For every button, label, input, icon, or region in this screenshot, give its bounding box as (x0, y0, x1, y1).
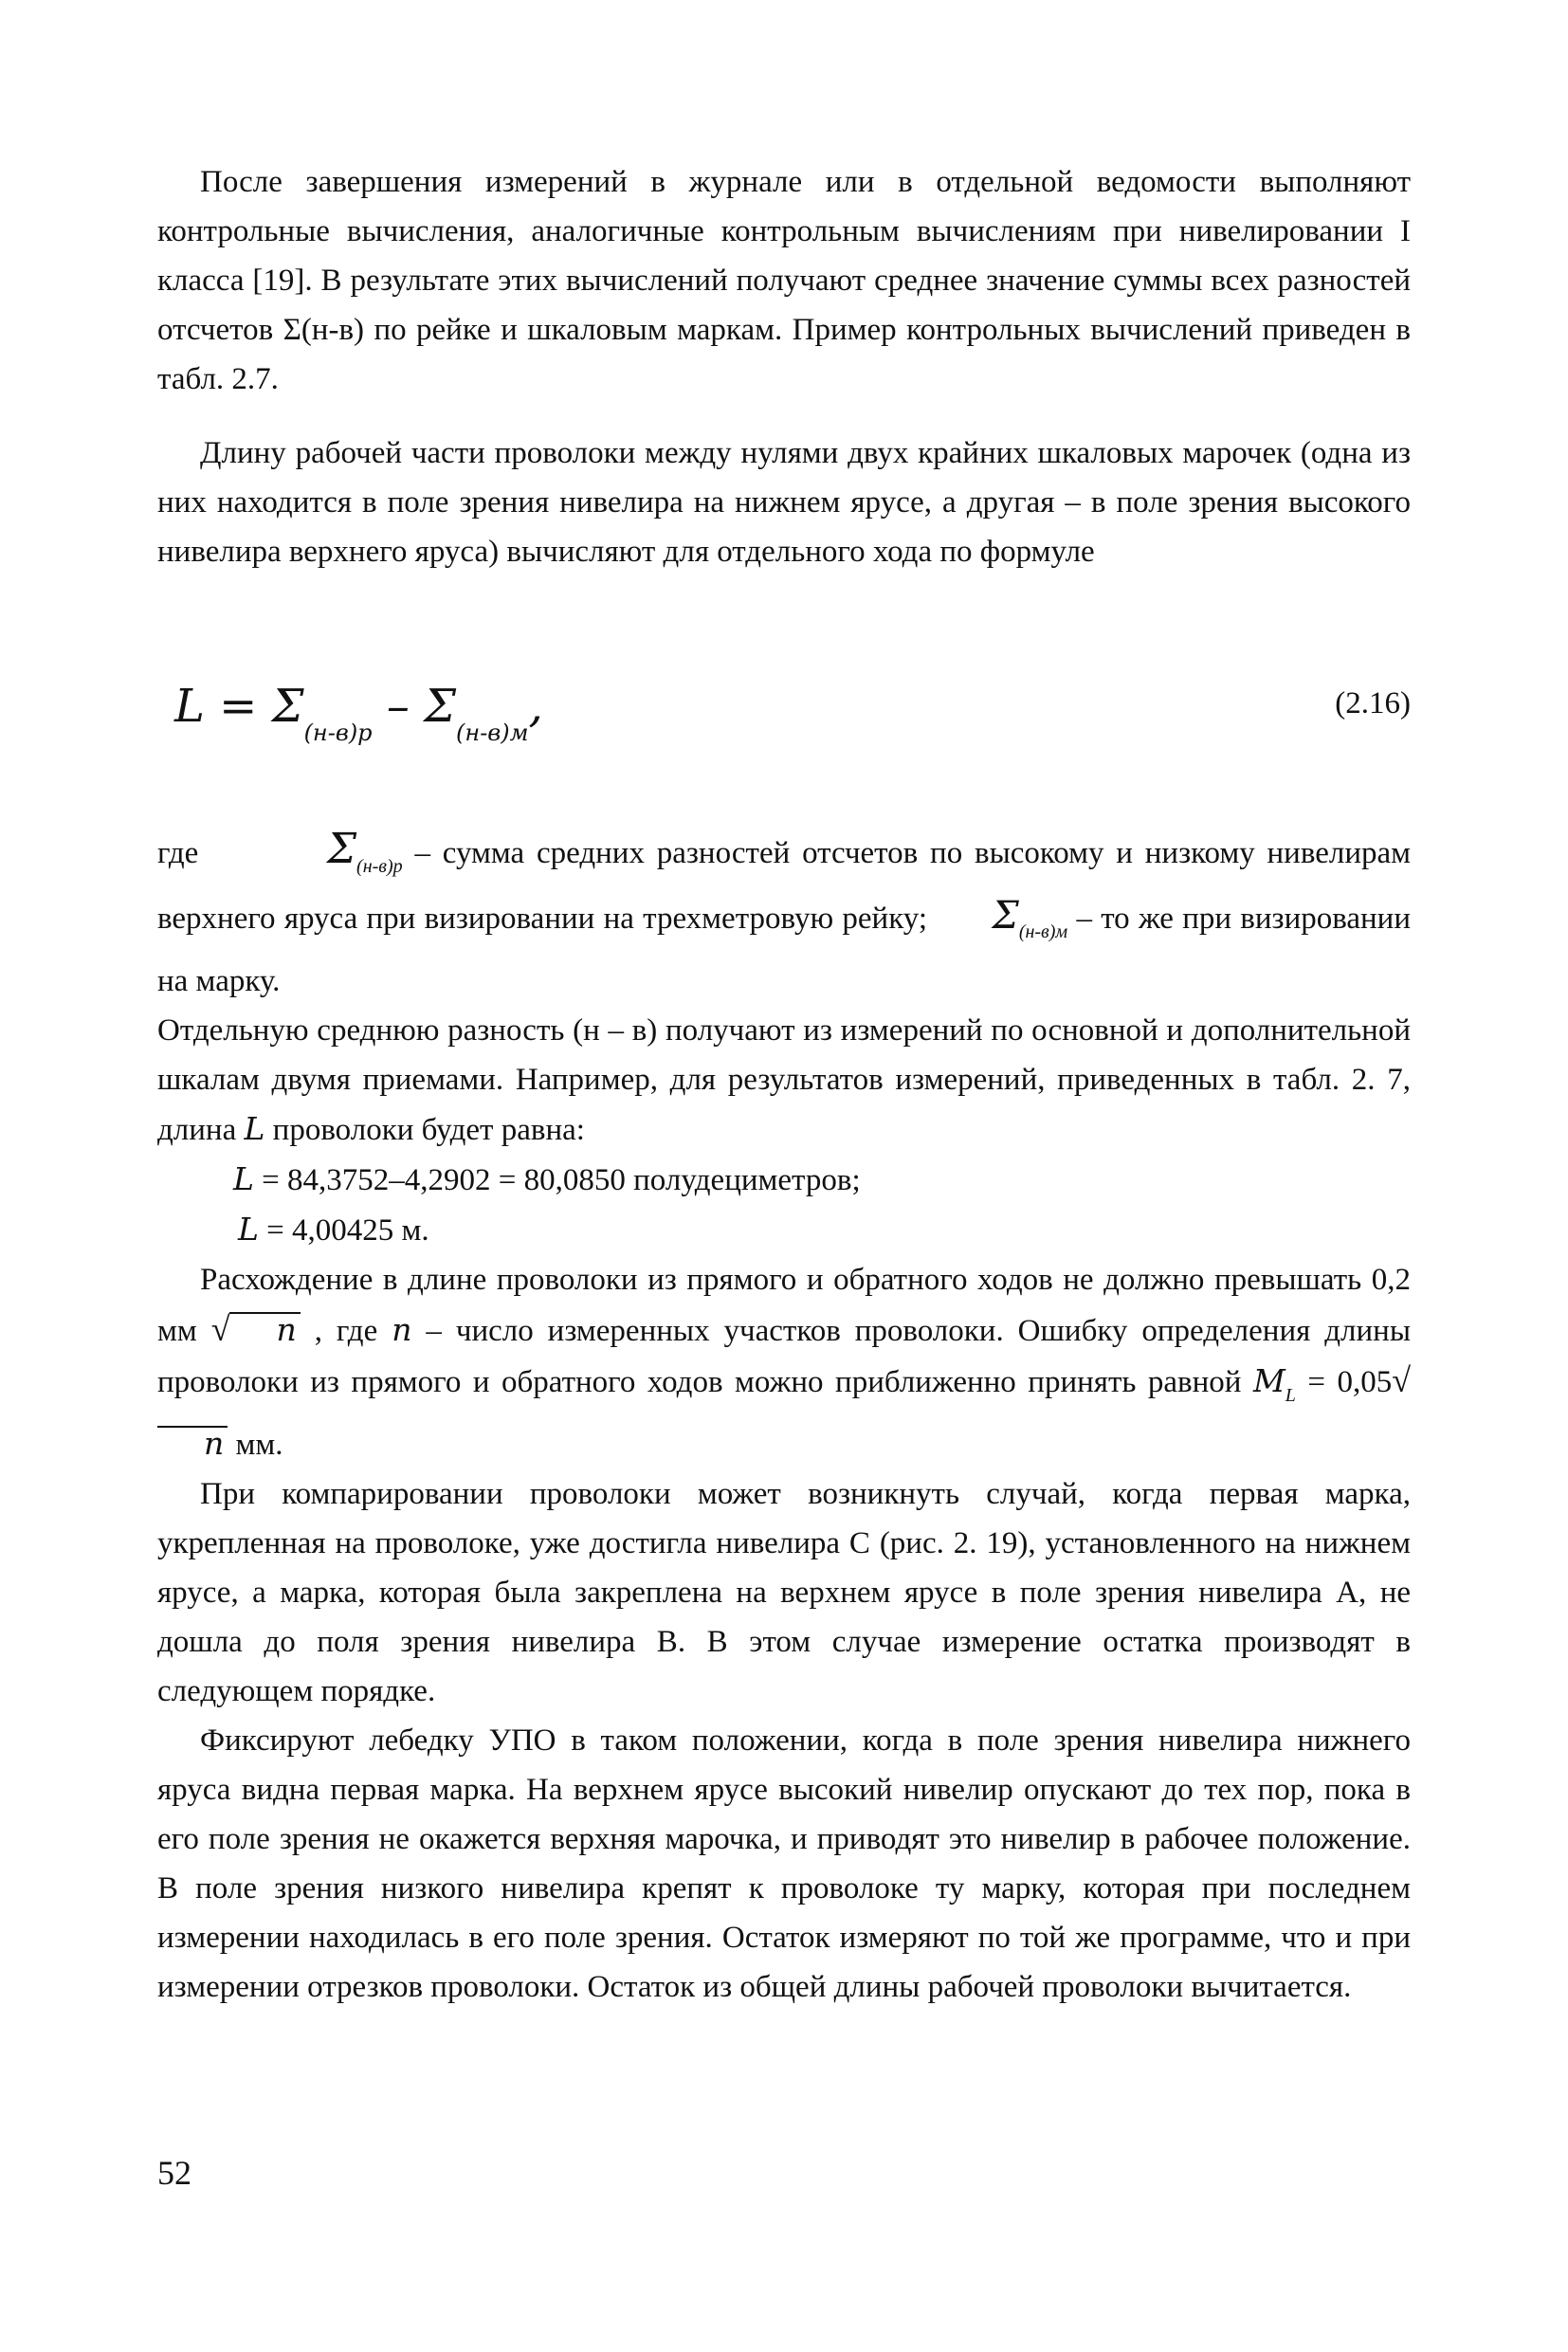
where-sub1: (н-в)р (356, 856, 403, 877)
p4-m-sub: L (1285, 1385, 1296, 1406)
p4-text4: = 0,05 (1307, 1365, 1393, 1399)
formula-2-16 (157, 664, 1411, 777)
paragraph-1-block (157, 157, 1411, 404)
eq1-lhs: L (233, 1160, 254, 1197)
formula-comma: , (528, 680, 543, 733)
paragraph-5: При компарировании проволоки может возникнуть случай, когда первая марка, укрепленная на проволоке, уже достигла нивелира C (рис. 2. 19), установленного на нижнем ярусе, а марка, которая была закреплена на верхнем ярусе в поле зрения нивелира A, не дошла до поля зрения нивелира B. В этом случае измерение остатка производят в следующем порядке. (157, 1477, 1411, 1708)
where-sub2: (н-в)м (1018, 921, 1068, 942)
formula-expression (174, 673, 543, 766)
p4-n-symbol: n (392, 1311, 412, 1348)
formula-minus: – (386, 680, 410, 733)
where-block (157, 825, 1411, 2012)
p4-sqrt2: n (157, 1426, 228, 1460)
where-sym2: Σ (992, 894, 1019, 938)
p4-text2: , где (314, 1314, 378, 1348)
equation-2 (157, 1205, 1411, 1255)
where-word: где (157, 836, 199, 870)
paragraph-2: Длину рабочей части проволоки между нулями двух крайних шкаловых марочек (одна из них находится в поле зрения нивелира на нижнем ярусе, а другая – в поле зрения высокого нивелира верхнего яруса) вычисляют для отдельного хода по формуле (157, 436, 1411, 569)
eq1-rhs: = 84,3752–4,2902 = 80,0850 полудециметров; (262, 1163, 861, 1197)
formula-sum1: Σ (271, 680, 304, 733)
formula-sub2: (н-в)м (456, 720, 529, 746)
p3-symbol-L: L (244, 1110, 265, 1147)
page-number: 52 (157, 2154, 191, 2192)
eq2-rhs: = 4,00425 м. (266, 1213, 429, 1248)
formula-number: (2.16) (1335, 686, 1411, 720)
where-desc2: – то же при визировании на марку. (157, 902, 1412, 998)
sqrt-icon: √ (210, 1310, 230, 1348)
paragraph-2-block (157, 428, 1411, 576)
paragraph-3 (157, 1006, 1411, 1155)
paragraph-6: Фиксируют лебедку УПО в таком положении, когда в поле зрения нивелира нижнего яруса видна первая марка. На верхнем ярусе высокий нивелир опускают до тех пор, пока в его поле зрения не окажется верхняя марочка, и приводят это нивелир в рабочее положение. В поле зрения низкого нивелира крепят к проволоке ту марку, которая при последнем измерении находилась в его поле зрения. Остаток измеряют по той же программе, что и при измерении отрезков проволоки. Остаток из общей длины рабочей проволоки вычитается. (157, 1723, 1411, 2004)
p4-text3: – число измеренных участков проволоки. Ошибку определения длины проволоки из прямого и обратного ходов можно приближенно принять равной (157, 1314, 1411, 1399)
where-sym1: Σ (326, 825, 357, 873)
sqrt-icon: √ (1392, 1361, 1412, 1399)
eq2-lhs: L (238, 1211, 259, 1248)
formula-sum2: Σ (424, 680, 457, 733)
p3-text1: Отдельную среднюю разность (н – в) получают из измерений по основной и дополнительной шкалам двумя приемами. Например, для результатов измерений, приведенных в табл. 2. 7, длина (157, 1013, 1411, 1147)
paragraph-4 (157, 1255, 1411, 1469)
where-desc1: – сумма средних разностей отсчетов по высокому и низкому нивелирам верхнего яруса при визировании на трехметровую рейку; (157, 836, 1412, 936)
p4-text5: мм. (235, 1428, 283, 1462)
formula-sub1: (н-в)р (303, 720, 373, 746)
paragraph-1: После завершения измерений в журнале или в отдельной ведомости выполняют контрольные вычисления, аналогичные контрольным вычислениям при нивелировании I класса [19]. В результате этих вычислений получают среднее значение суммы всех разностей отсчетов Σ(н-в) по рейке и шкаловым маркам. Пример контрольных вычислений приведен в табл. 2.7. (157, 165, 1411, 396)
formula-eq: = (219, 680, 258, 733)
p4-sqrt1: n (229, 1312, 300, 1346)
where-paragraph (157, 825, 1411, 1006)
equation-1 (157, 1155, 1411, 1205)
formula-lhs: L (174, 680, 205, 733)
p3-text2: проволоки будет равна: (272, 1113, 585, 1147)
p4-m-symbol: M (1252, 1362, 1285, 1399)
p4-text1: Расхождение в длине проволоки из прямого и обратного ходов не должно превышать 0,2 мм (157, 1263, 1411, 1348)
